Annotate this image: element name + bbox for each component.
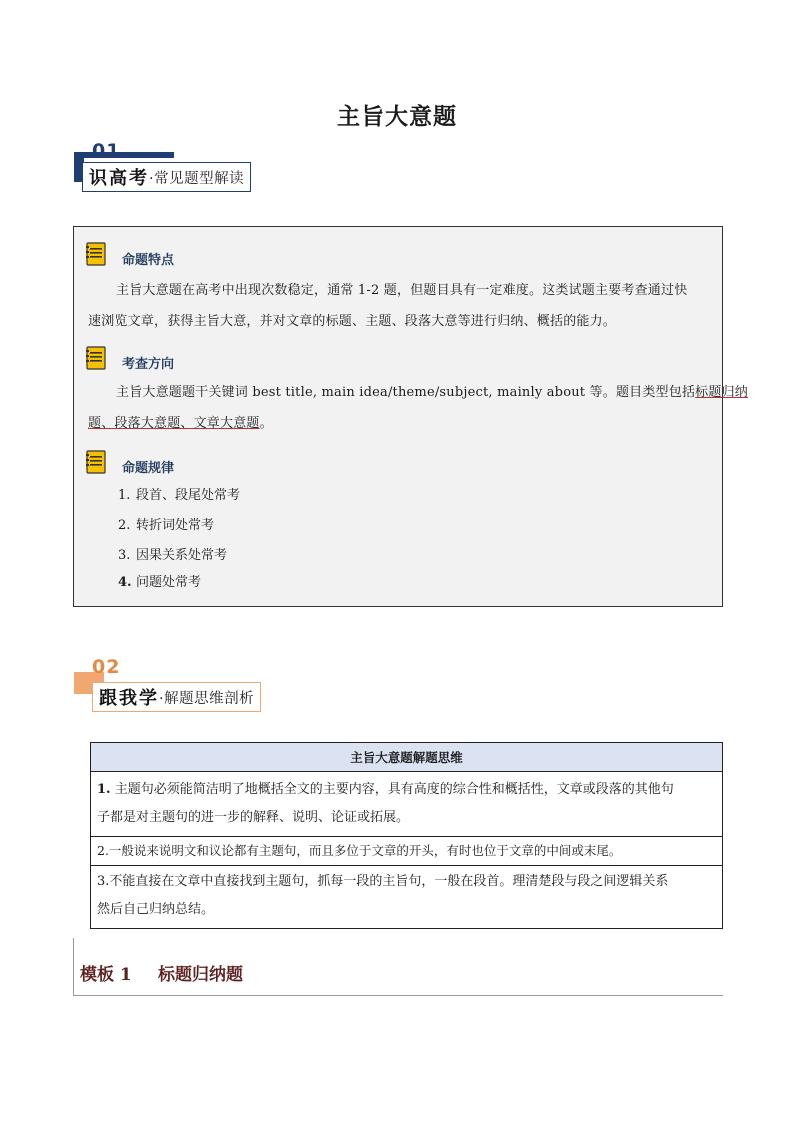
list-item	[118, 571, 240, 597]
direction-underlined-1: 标题归纳	[695, 385, 748, 400]
row-text: 3.不能直接在文章中直接找到主题句，抓每一段的主旨句，一般在段首。理清楚段与段之间逻辑关系	[97, 874, 669, 889]
table-row	[91, 772, 723, 837]
list-item-number: 2.	[118, 518, 131, 533]
features-line-1: 主旨大意题在高考中出现次数稳定，通常 1-2 题，但题目具有一定难度。这类试题主要考查通过快	[116, 283, 688, 298]
row-number: 1.	[97, 782, 111, 797]
rules-heading: 命题规律	[122, 461, 175, 476]
list-item	[118, 511, 240, 541]
section-tag-main: 跟我学	[99, 688, 159, 709]
table-header: 主旨大意题解题思维	[91, 743, 723, 772]
list-item-text: 段首、段尾处常考	[136, 488, 241, 503]
section-header-1	[74, 140, 294, 196]
table-cell	[91, 866, 723, 929]
section-tag	[82, 162, 251, 192]
direction-heading-row	[86, 343, 174, 372]
rules-list	[118, 481, 240, 597]
section-header-2	[74, 656, 304, 714]
features-paragraph	[88, 275, 716, 337]
direction-line-2	[88, 408, 716, 439]
notebook-icon	[86, 242, 106, 266]
section-tag-sub: ·解题思维剖析	[159, 690, 255, 707]
template-title: 标题归纳题	[158, 965, 243, 985]
direction-text-1: 主旨大意题题干关键词 best title, main idea/theme/subject, mainly about 等。题目类型包括	[116, 385, 696, 400]
notebook-icon	[86, 346, 106, 370]
method-table	[90, 742, 723, 929]
direction-heading: 考查方向	[122, 357, 175, 372]
section-tag-sub: ·常见题型解读	[149, 170, 245, 187]
list-item-number: 4.	[118, 575, 132, 590]
list-item	[118, 481, 240, 511]
section-number: 01	[92, 140, 121, 162]
list-item-text: 因果关系处常考	[136, 548, 228, 563]
list-item-text: 转折词处常考	[136, 518, 215, 533]
section-tag-main: 识高考	[89, 168, 149, 189]
rules-heading-row	[86, 447, 174, 476]
info-box	[73, 226, 748, 607]
list-item	[118, 541, 240, 571]
direction-line-1	[88, 377, 748, 408]
features-heading: 命题特点	[122, 253, 175, 268]
page-title: 主旨大意题	[337, 103, 457, 130]
table-cell	[91, 772, 723, 837]
direction-text-2: 。	[259, 416, 273, 431]
template-heading	[73, 938, 723, 996]
row-text-continued: 子都是对主题句的进一步的解释、说明、论证或拓展。	[97, 810, 410, 825]
section-stripe	[74, 152, 174, 158]
table-row	[91, 866, 723, 929]
row-text: 主题句必须能简洁明了地概括全文的主要内容，具有高度的综合性和概括性，文章或段落的其他句	[110, 782, 674, 797]
notebook-icon	[86, 450, 106, 474]
table-row	[91, 837, 723, 866]
section-tag	[92, 682, 261, 712]
list-item-number: 1.	[118, 488, 131, 503]
features-heading-row	[86, 239, 174, 268]
direction-underlined-2: 题、段落大意题、文章大意题	[88, 416, 260, 431]
features-line-2: 速浏览文章，获得主旨大意，并对文章的标题、主题、段落大意等进行归纳、概括的能力。	[88, 314, 617, 329]
section-number: 02	[92, 656, 121, 678]
row-text-continued: 然后自己归纳总结。	[97, 902, 215, 917]
direction-paragraph	[88, 377, 748, 439]
list-item-text: 问题处常考	[136, 575, 202, 590]
list-item-number: 3.	[118, 548, 131, 563]
template-label: 模板 1	[80, 965, 132, 985]
table-cell: 2.一般说来说明文和议论都有主题句，而且多位于文章的开头，有时也位于文章的中间或末尾。	[91, 837, 723, 866]
